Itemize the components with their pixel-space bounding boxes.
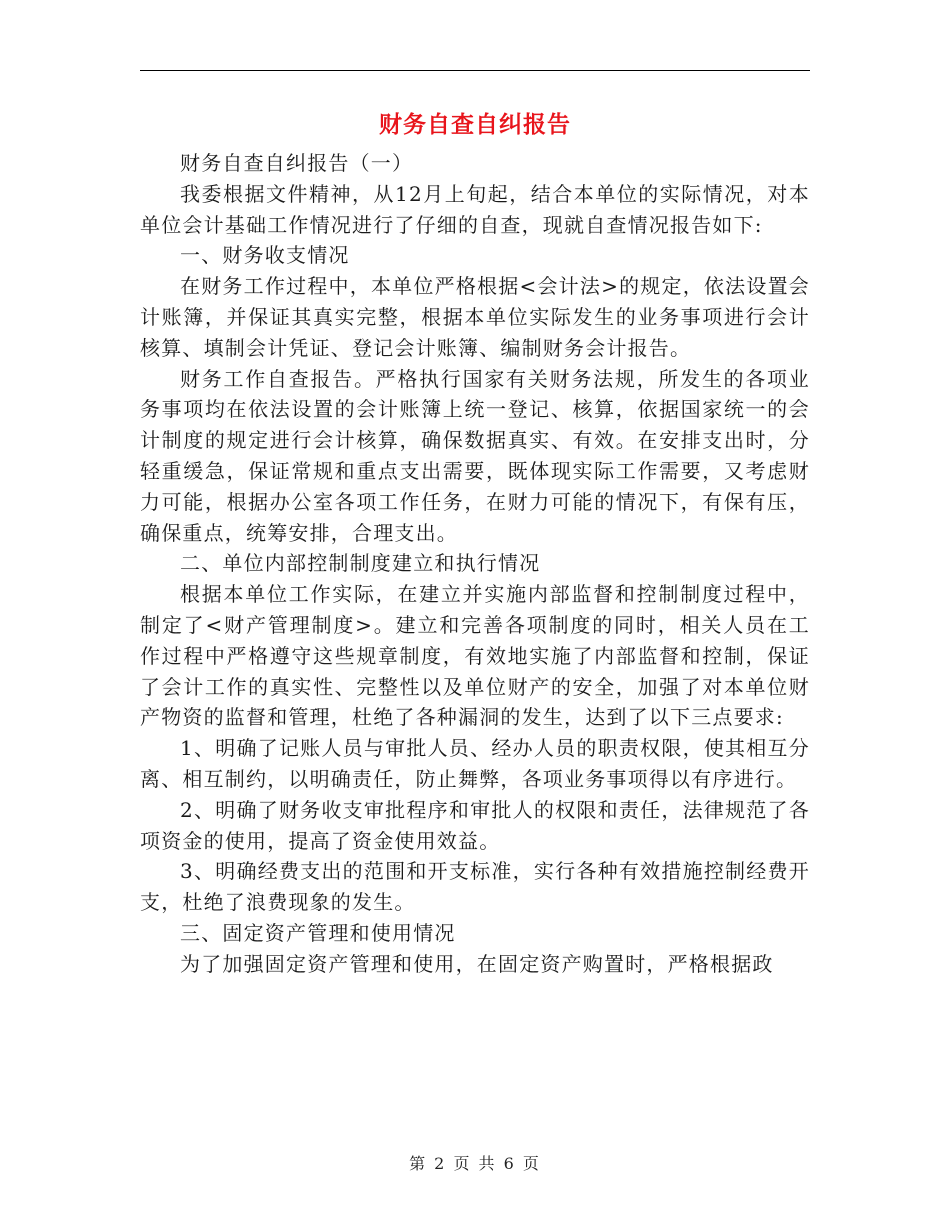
section-heading-1: 一、财务收支情况 xyxy=(180,243,350,268)
paragraph: 为了加强固定资产管理和使用，在固定资产购置时，严格根据政 xyxy=(180,951,774,976)
list-item-3: 3、明确经费支出的范围和开支标准，实行各种有效措施控制经费开支，杜绝了浪费现象的发生。 xyxy=(140,859,810,915)
list-item-2: 2、明确了财务收支审批程序和审批人的权限和责任，法律规范了各项资金的使用，提高了资金使用效益。 xyxy=(140,797,810,853)
paragraph: 根据本单位工作实际，在建立并实施内部监督和控制制度过程中，制定了<财产管理制度>。建立和完善各项制度的同时，相关人员在工作过程中严格遵守这些规章制度，有效地实施了内部监督和控制，保证了会计工作的真实性、完整性以及单位财产的安全，加强了对本单位财产物资的监督和管理，杜绝了各种漏洞的发生，达到了以下三点要求: xyxy=(140,582,810,730)
paragraph-intro: 我委根据文件精神，从12月上旬起，结合本单位的实际情况，对本单位会计基础工作情况进行了仔细的自查，现就自查情况报告如下: xyxy=(140,181,810,237)
header-rule xyxy=(140,70,810,71)
paragraph-subtitle: 财务自查自纠报告（一） xyxy=(180,151,414,175)
section-heading-3: 三、固定资产管理和使用情况 xyxy=(180,920,456,945)
paragraph: 财务工作自查报告。严格执行国家有关财务法规，所发生的各项业务事项均在依法设置的会计账簿上统一登记、核算，依据国家统一的会计制度的规定进行会计核算，确保数据真实、有效。在安排支出时，分轻重缓急，保证常规和重点支出需要，既体现实际工作需要，又考虑财力可能，根据办公室各项工作任务，在财力可能的情况下，有保有压，确保重点，统筹安排，合理支出。 xyxy=(140,366,810,545)
list-item-1: 1、明确了记账人员与审批人员、经办人员的职责权限，使其相互分离、相互制约，以明确责任，防止舞弊，各项业务事项得以有序进行。 xyxy=(140,736,810,791)
paragraph: 在财务工作过程中，本单位严格根据<会计法>的规定，依法设置会计账簿，并保证其真实完整，根据本单位实际发生的业务事项进行会计核算、填制会计凭证、登记会计账簿、编制财务会计报告。 xyxy=(140,274,810,360)
document-title: 财务自查自纠报告 xyxy=(379,111,571,138)
document-body xyxy=(140,148,810,980)
section-heading-2: 二、单位内部控制制度建立和执行情况 xyxy=(180,551,541,576)
page-number: 第 2 页 共 6 页 xyxy=(409,1154,541,1173)
